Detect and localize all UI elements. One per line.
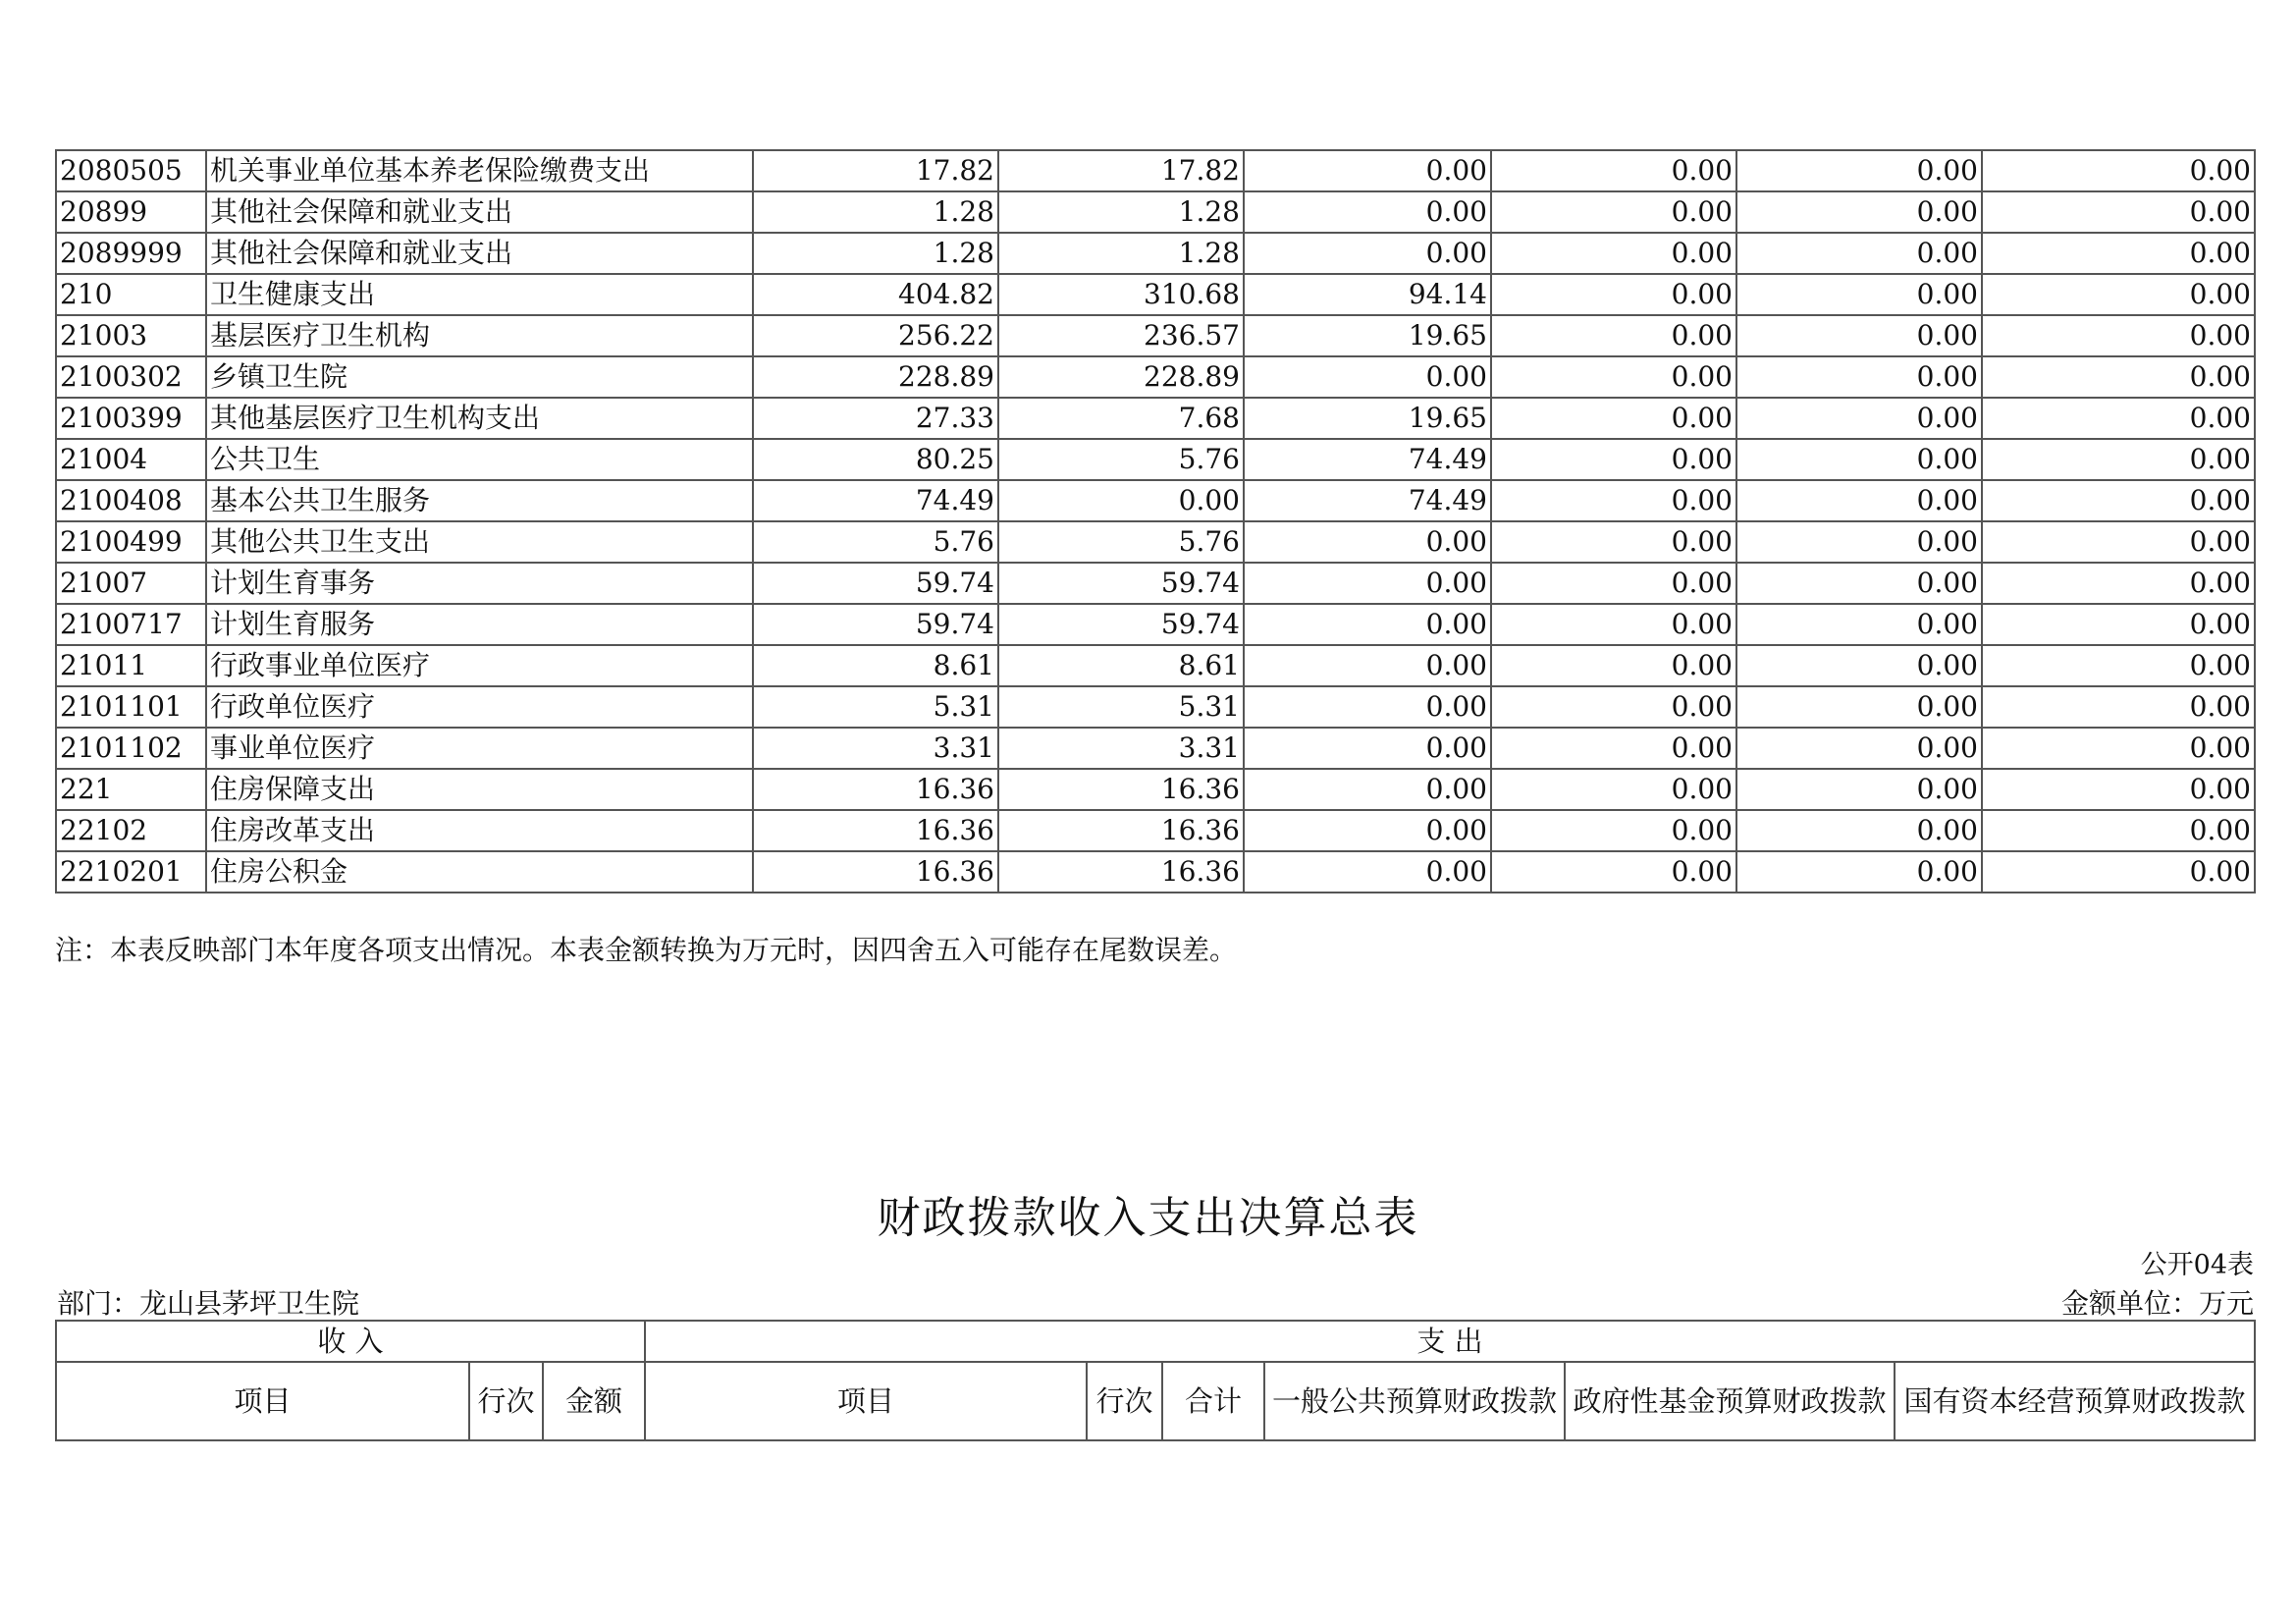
amount-cell: 17.82 [998,150,1244,191]
amount-cell: 0.00 [1491,356,1736,398]
subject-name-cell: 计划生育事务 [206,563,753,604]
table-row [56,686,2255,728]
income-item-header: 项目 [56,1362,469,1440]
income-amount-header: 金额 [543,1362,645,1440]
amount-cell: 0.00 [1982,480,2255,521]
table-row [56,439,2255,480]
amount-cell: 404.82 [753,274,998,315]
amount-cell: 0.00 [1982,604,2255,645]
expense-header: 支 出 [645,1321,2255,1362]
amount-cell: 5.31 [753,686,998,728]
income-line-header: 行次 [469,1362,543,1440]
amount-cell: 0.00 [1982,769,2255,810]
amount-cell: 236.57 [998,315,1244,356]
amount-cell: 1.28 [998,191,1244,233]
amount-cell: 0.00 [1736,563,1982,604]
table-row [56,398,2255,439]
amount-cell: 0.00 [1982,191,2255,233]
amount-cell: 0.00 [1491,191,1736,233]
amount-cell: 0.00 [1491,233,1736,274]
expense-state-capital-header: 国有资本经营预算财政拨款 [1895,1362,2255,1440]
subject-name-cell: 公共卫生 [206,439,753,480]
subject-code-cell: 221 [56,769,206,810]
amount-cell: 0.00 [1244,604,1491,645]
summary-column-row [56,1362,2255,1440]
income-header: 收 入 [56,1321,645,1362]
amount-cell: 0.00 [1244,356,1491,398]
subject-name-cell: 其他社会保障和就业支出 [206,233,753,274]
subject-code-cell: 2100408 [56,480,206,521]
amount-cell: 59.74 [998,604,1244,645]
subject-name-cell: 住房保障支出 [206,769,753,810]
amount-cell: 0.00 [1491,604,1736,645]
amount-cell: 0.00 [1244,521,1491,563]
subject-code-cell: 21004 [56,439,206,480]
amount-cell: 0.00 [1244,233,1491,274]
subject-code-cell: 2101102 [56,728,206,769]
amount-cell: 94.14 [1244,274,1491,315]
table-row [56,851,2255,893]
subject-name-cell: 住房公积金 [206,851,753,893]
amount-cell: 0.00 [1491,810,1736,851]
page-title: 财政拨款收入支出决算总表 [877,1193,1419,1243]
amount-cell: 7.68 [998,398,1244,439]
amount-cell: 0.00 [1736,769,1982,810]
amount-cell: 0.00 [1244,150,1491,191]
amount-cell: 0.00 [1982,645,2255,686]
table-row [56,521,2255,563]
amount-cell: 0.00 [1736,604,1982,645]
subject-code-cell: 21011 [56,645,206,686]
subject-code-cell: 2100399 [56,398,206,439]
table-row [56,480,2255,521]
form-number: 公开04表 [2140,1250,2254,1280]
subject-code-cell: 21003 [56,315,206,356]
amount-cell: 0.00 [1491,563,1736,604]
expense-fund-header: 政府性基金预算财政拨款 [1565,1362,1895,1440]
expenditure-table [55,149,2256,893]
table-row [56,356,2255,398]
amount-cell: 0.00 [1244,728,1491,769]
table-row [56,150,2255,191]
subject-code-cell: 20899 [56,191,206,233]
department-label: 部门：龙山县茅坪卫生院 [57,1287,360,1320]
expense-total-header: 合计 [1162,1362,1264,1440]
subject-name-cell: 其他公共卫生支出 [206,521,753,563]
summary-header-row [56,1321,2255,1362]
amount-cell: 16.36 [998,769,1244,810]
amount-cell: 1.28 [753,191,998,233]
amount-cell: 0.00 [1982,851,2255,893]
amount-cell: 5.76 [998,439,1244,480]
amount-cell: 0.00 [1491,851,1736,893]
amount-cell: 8.61 [753,645,998,686]
table-row [56,728,2255,769]
table-row [56,315,2255,356]
amount-cell: 256.22 [753,315,998,356]
amount-cell: 0.00 [1736,274,1982,315]
amount-cell: 0.00 [1982,150,2255,191]
amount-cell: 5.76 [753,521,998,563]
subject-name-cell: 计划生育服务 [206,604,753,645]
amount-cell: 0.00 [1244,810,1491,851]
amount-cell: 0.00 [1736,851,1982,893]
subject-code-cell: 2100302 [56,356,206,398]
amount-cell: 0.00 [1244,686,1491,728]
amount-cell: 0.00 [1736,356,1982,398]
amount-cell: 0.00 [1491,645,1736,686]
table-note: 注：本表反映部门本年度各项支出情况。本表金额转换为万元时，因四舍五入可能存在尾数误差。 [55,934,1238,966]
subject-code-cell: 210 [56,274,206,315]
amount-cell: 0.00 [1736,810,1982,851]
table-row [56,563,2255,604]
amount-cell: 16.36 [753,810,998,851]
amount-cell: 19.65 [1244,398,1491,439]
amount-cell: 0.00 [1736,233,1982,274]
amount-cell: 16.36 [753,769,998,810]
amount-cell: 0.00 [1736,315,1982,356]
amount-cell: 80.25 [753,439,998,480]
amount-cell: 0.00 [998,480,1244,521]
amount-cell: 59.74 [753,563,998,604]
amount-cell: 0.00 [1491,728,1736,769]
subject-name-cell: 其他基层医疗卫生机构支出 [206,398,753,439]
amount-cell: 3.31 [753,728,998,769]
subject-name-cell: 行政事业单位医疗 [206,645,753,686]
amount-cell: 0.00 [1491,315,1736,356]
subject-name-cell: 基本公共卫生服务 [206,480,753,521]
amount-cell: 0.00 [1244,191,1491,233]
expenditure-table-body [56,150,2255,893]
amount-cell: 0.00 [1736,645,1982,686]
amount-cell: 3.31 [998,728,1244,769]
amount-cell: 0.00 [1982,810,2255,851]
expense-item-header: 项目 [645,1362,1087,1440]
table-row [56,604,2255,645]
amount-cell: 5.76 [998,521,1244,563]
subject-code-cell: 2100499 [56,521,206,563]
amount-cell: 0.00 [1982,686,2255,728]
amount-cell: 16.36 [753,851,998,893]
table-row [56,274,2255,315]
amount-cell: 0.00 [1982,563,2255,604]
subject-name-cell: 机关事业单位基本养老保险缴费支出 [206,150,753,191]
amount-cell: 74.49 [1244,480,1491,521]
amount-cell: 0.00 [1491,398,1736,439]
subject-name-cell: 行政单位医疗 [206,686,753,728]
subject-name-cell: 事业单位医疗 [206,728,753,769]
amount-cell: 0.00 [1491,439,1736,480]
amount-cell: 0.00 [1491,480,1736,521]
amount-cell: 16.36 [998,810,1244,851]
subject-name-cell: 住房改革支出 [206,810,753,851]
subject-code-cell: 2080505 [56,150,206,191]
amount-cell: 0.00 [1736,728,1982,769]
table-row [56,645,2255,686]
expense-general-header: 一般公共预算财政拨款 [1264,1362,1565,1440]
amount-cell: 0.00 [1982,521,2255,563]
amount-cell: 0.00 [1491,521,1736,563]
amount-cell: 0.00 [1491,686,1736,728]
amount-cell: 0.00 [1982,315,2255,356]
amount-cell: 0.00 [1491,769,1736,810]
amount-cell: 0.00 [1736,150,1982,191]
amount-cell: 0.00 [1736,439,1982,480]
amount-cell: 1.28 [753,233,998,274]
table-row [56,233,2255,274]
amount-cell: 0.00 [1982,728,2255,769]
subject-code-cell: 2100717 [56,604,206,645]
table-row [56,769,2255,810]
amount-cell: 0.00 [1982,274,2255,315]
subject-name-cell: 卫生健康支出 [206,274,753,315]
subject-code-cell: 2210201 [56,851,206,893]
subject-code-cell: 2089999 [56,233,206,274]
amount-cell: 27.33 [753,398,998,439]
amount-cell: 228.89 [753,356,998,398]
amount-cell: 0.00 [1244,769,1491,810]
amount-cell: 0.00 [1982,439,2255,480]
subject-name-cell: 基层医疗卫生机构 [206,315,753,356]
amount-cell: 74.49 [1244,439,1491,480]
amount-cell: 0.00 [1736,191,1982,233]
amount-cell: 0.00 [1244,645,1491,686]
table-row [56,810,2255,851]
subject-name-cell: 乡镇卫生院 [206,356,753,398]
amount-unit-label: 金额单位：万元 [2060,1287,2254,1320]
amount-cell: 5.31 [998,686,1244,728]
amount-cell: 0.00 [1736,521,1982,563]
subject-code-cell: 22102 [56,810,206,851]
amount-cell: 19.65 [1244,315,1491,356]
amount-cell: 0.00 [1491,274,1736,315]
amount-cell: 8.61 [998,645,1244,686]
subject-code-cell: 21007 [56,563,206,604]
amount-cell: 59.74 [753,604,998,645]
amount-cell: 0.00 [1244,851,1491,893]
amount-cell: 0.00 [1244,563,1491,604]
amount-cell: 310.68 [998,274,1244,315]
amount-cell: 0.00 [1736,480,1982,521]
subject-name-cell: 其他社会保障和就业支出 [206,191,753,233]
amount-cell: 0.00 [1491,150,1736,191]
amount-cell: 0.00 [1982,356,2255,398]
amount-cell: 74.49 [753,480,998,521]
amount-cell: 0.00 [1736,686,1982,728]
summary-table [55,1320,2256,1441]
subject-code-cell: 2101101 [56,686,206,728]
expense-line-header: 行次 [1087,1362,1162,1440]
amount-cell: 228.89 [998,356,1244,398]
amount-cell: 0.00 [1982,398,2255,439]
amount-cell: 1.28 [998,233,1244,274]
amount-cell: 0.00 [1982,233,2255,274]
amount-cell: 59.74 [998,563,1244,604]
amount-cell: 16.36 [998,851,1244,893]
amount-cell: 17.82 [753,150,998,191]
table-row [56,191,2255,233]
amount-cell: 0.00 [1736,398,1982,439]
